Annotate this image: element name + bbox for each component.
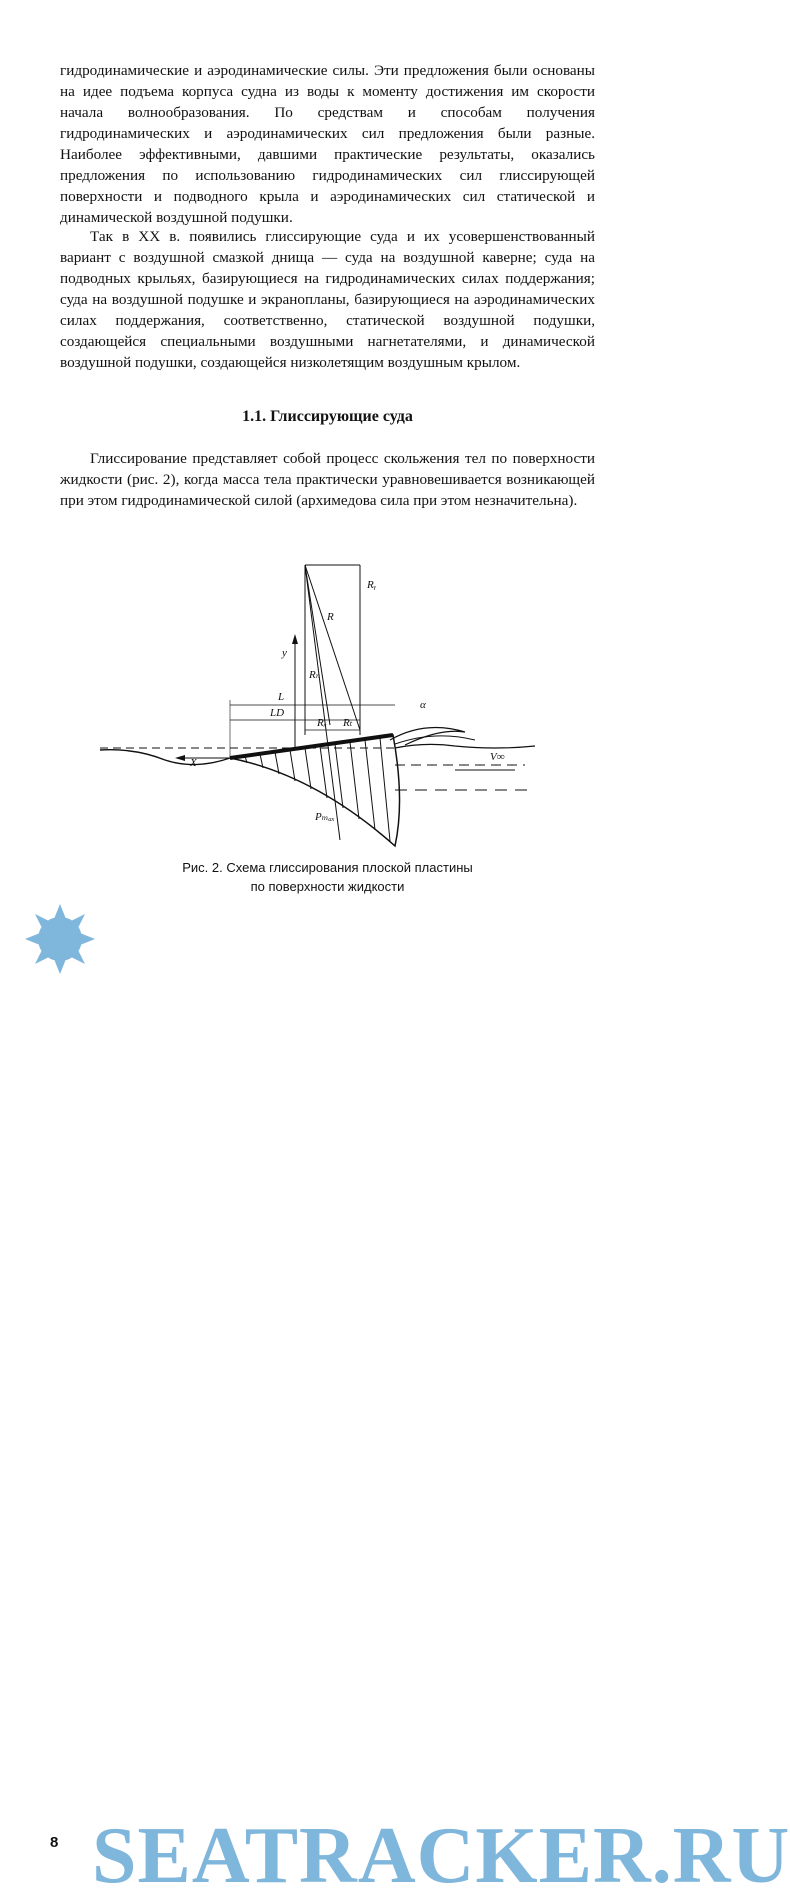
y-axis-arrow xyxy=(292,634,298,644)
section-heading: 1.1. Глиссирующие суда xyxy=(242,408,413,425)
water-surface-right xyxy=(395,744,535,748)
pressure-diagram xyxy=(230,735,400,846)
paragraph-3 xyxy=(60,448,595,511)
x-axis-arrow xyxy=(175,755,185,761)
label-Rx: Rₓ xyxy=(317,717,327,729)
force-Rn-line xyxy=(305,565,340,840)
label-y: y xyxy=(282,647,287,659)
sun-burst-icon xyxy=(0,904,120,1004)
figure-caption xyxy=(60,858,595,896)
paragraph-2 xyxy=(60,226,595,373)
paragraph-1-text: гидродинамические и аэродинамические силы. Эти предложения были основаны на идее подъема корпуса судна из воды к моменту достижения им скорости начала волнообразования. По средствам и способам получения гидродинамических и аэродинамических сил предложения были разные. Наиболее эффективными, давшими практические результаты, оказались предложения по использованию гидродинамических сил глиссирующей поверхности и подводного крыла и аэродинамических сил статической и динамической воздушной подушки. xyxy=(60,62,595,226)
paragraph-1 xyxy=(60,60,595,228)
label-Rn: Rₙ xyxy=(309,669,321,681)
water-surface-left xyxy=(100,750,230,765)
page-number: 8 xyxy=(50,1834,59,1851)
label-Rt: Rₜ xyxy=(343,717,353,729)
label-x: X xyxy=(190,757,197,769)
watermark-logo: SEATRACKER.RU xyxy=(92,1812,790,1900)
caption-line-2: по поверхности жидкости xyxy=(250,879,405,894)
label-LD: LD xyxy=(270,707,285,719)
force-Rn-diag xyxy=(305,565,330,725)
label-Pmax: Pₘₐₓ xyxy=(315,811,335,823)
paragraph-2-text: Так в XX в. появились глиссирующие суда и их усовершенствованный вариант с воздушной смазкой днища — суда на воздушной каверне; суда на подводных крыльях, базирующиеся на гидродинамических силах поддержания; суда на воздушной подушке и экранопланы, базирующиеся на аэродинамических силах поддержания, соответственно, статической воздушной подушки, создающейся специальными воздушными нагнетателями, и динамической воздушной подушки, создающейся низколетящим воздушным крылом. xyxy=(60,228,595,371)
paragraph-3-text: Глиссирование представляет собой процесс скольжения тел по поверхности жидкости (рис. 2), когда масса тела практически уравновешивается возникающей при этом гидродинамической силой (архимедова сила при этом незначительна). xyxy=(60,450,595,509)
planing-plate-figure xyxy=(95,560,570,850)
label-L: L xyxy=(278,691,285,703)
label-V: V∞ xyxy=(490,751,505,763)
label-Ry: Rᵧ xyxy=(367,579,377,591)
label-R: R xyxy=(327,611,334,623)
page-footer xyxy=(0,904,790,1900)
spray-jet-2 xyxy=(395,736,475,744)
caption-line-1: Рис. 2. Схема глиссирования плоской пластины xyxy=(182,860,473,875)
label-alpha: α xyxy=(420,699,426,711)
planing-diagram xyxy=(95,560,570,850)
